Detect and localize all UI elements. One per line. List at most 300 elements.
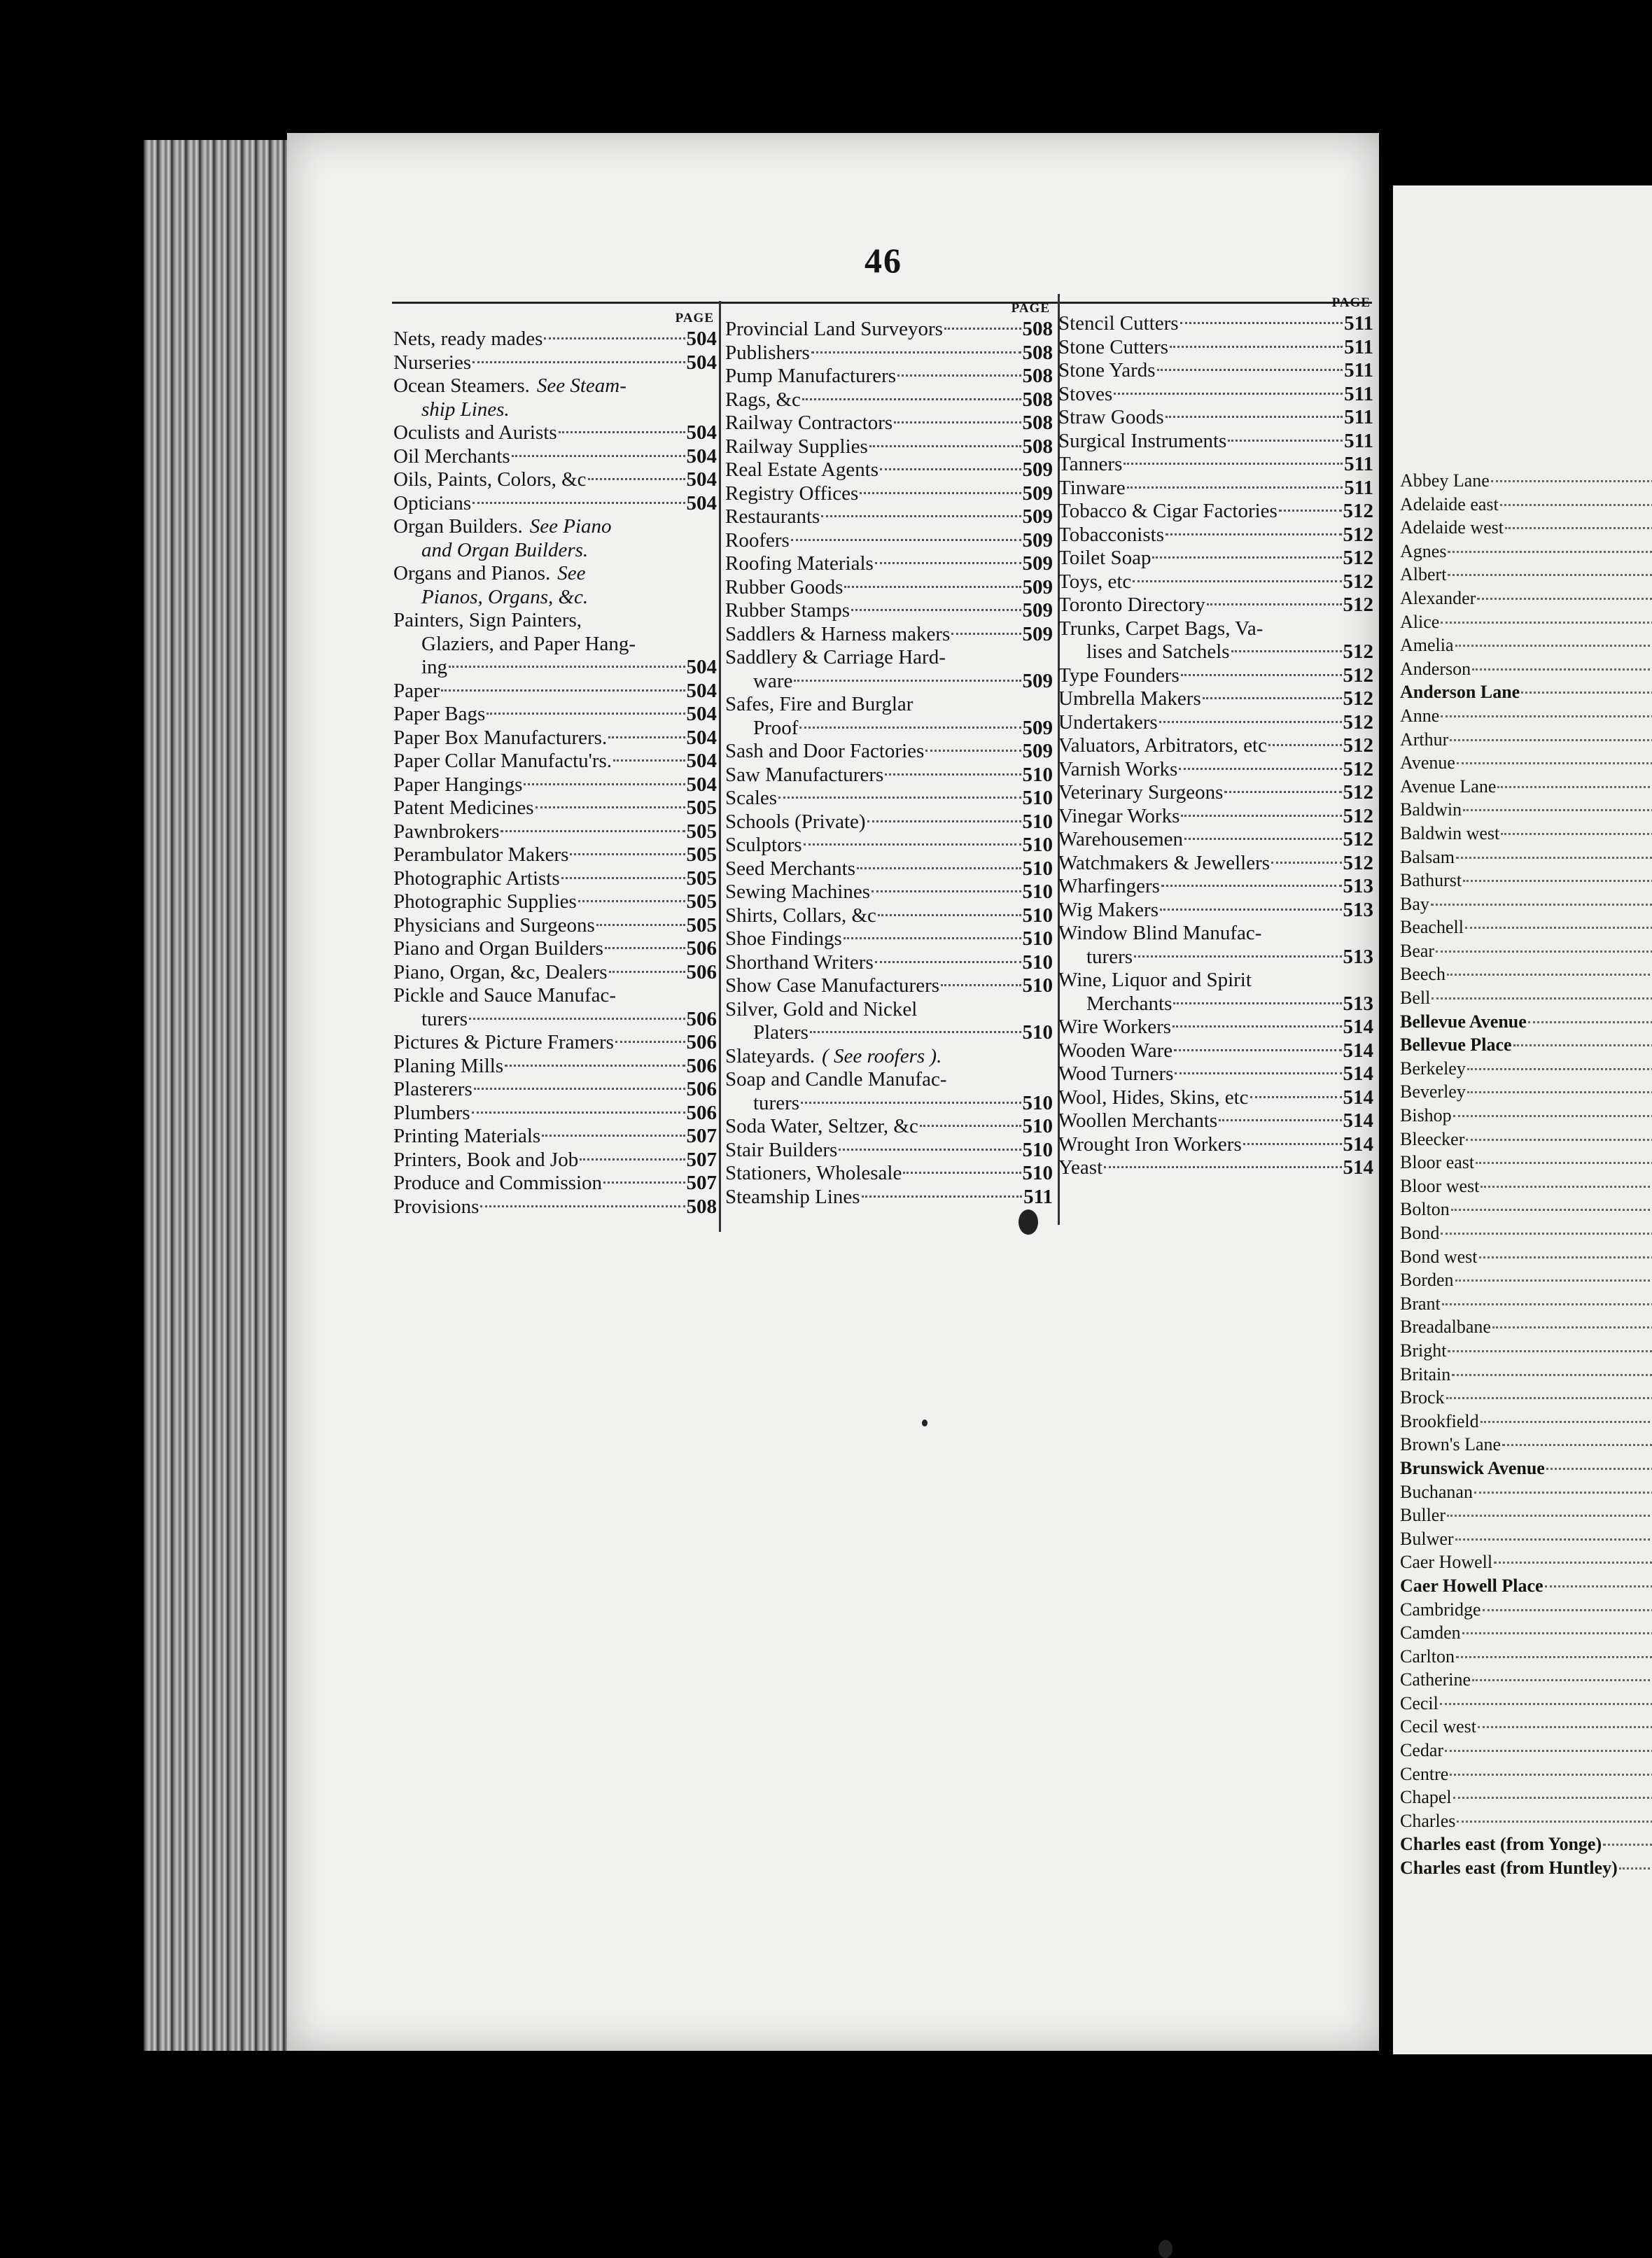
dot-leader [1440,1703,1652,1705]
dot-leader [512,455,685,457]
entry-page-number: 504 [687,703,718,727]
index-entry [393,468,717,492]
street-name: Caer Howell Place [1400,1574,1544,1598]
index-entry [393,586,717,610]
index-entry [393,398,717,422]
dot-leader [872,890,1021,892]
ink-blot [922,1419,927,1426]
entry-note: ( See roofers ). [822,1045,941,1069]
street-name: Bear [1400,939,1434,963]
street-name: Catherine [1400,1668,1471,1692]
entry-note: See Piano [530,515,612,539]
dot-leader [1619,1867,1652,1870]
street-entry [1400,892,1652,916]
street-name: Britain [1400,1363,1450,1387]
index-entry [393,1055,717,1079]
dot-leader [1456,857,1652,859]
dot-leader [1181,815,1341,817]
entry-label: Photographic Artists [393,867,560,891]
street-name: Avenue Lane [1400,775,1496,799]
dot-leader [894,421,1021,423]
entry-label: Woollen Merchants [1058,1109,1217,1133]
dot-leader [1441,1233,1652,1235]
index-entry [393,445,717,469]
entry-label: Organ Builders. [393,515,523,539]
entry-label: Restaurants [725,505,820,529]
entry-label: Registry Offices [725,482,858,506]
entry-label: Undertakers [1058,711,1158,735]
entry-label: Perambulator Makers [393,843,568,867]
index-entry [725,927,1053,951]
entry-label: Slateyards. [725,1045,815,1069]
entry-page-number: 510 [1023,1092,1054,1116]
entry-page-number: 511 [1344,359,1373,383]
street-entry [1400,1574,1652,1598]
entry-page-number: 514 [1343,1016,1374,1039]
entry-label: Paper Hangings [393,773,522,797]
entry-page-number: 505 [687,820,718,844]
index-entry [1058,828,1373,852]
entry-page-number: 510 [1023,904,1054,928]
entry-label: Organs and Pianos. [393,562,550,586]
dot-leader [1479,1256,1652,1258]
street-entry [1400,1762,1652,1786]
dot-leader [1160,909,1342,911]
entry-label: Real Estate Agents [725,458,878,482]
dot-leader [1170,346,1343,348]
entry-page-number: 512 [1343,805,1374,829]
index-entry [393,843,717,867]
facing-page [1393,185,1652,2054]
entry-page-number: 505 [687,867,718,891]
street-name: Centre [1400,1762,1448,1786]
street-entry [1400,1598,1652,1622]
index-entry [725,505,1053,529]
street-name: Beech [1400,962,1446,986]
dot-leader [794,680,1021,682]
dot-leader [925,750,1021,752]
dot-leader [1228,440,1343,442]
dot-leader [1455,1538,1652,1541]
page-column-heading: PAGE [393,309,717,328]
street-name: Bay [1400,892,1429,916]
index-entry [1058,1156,1373,1180]
index-entry [1058,1063,1373,1086]
entry-label: Wharfingers [1058,875,1160,899]
dot-leader [1491,480,1652,482]
index-entry [725,576,1053,600]
entry-page-number: 508 [1023,365,1054,388]
dot-leader [449,666,685,668]
dot-leader [505,1065,685,1067]
entry-page-number: 508 [687,1195,718,1219]
index-entry [393,914,717,938]
street-entry [1400,704,1652,728]
entry-page-number: 507 [687,1149,718,1172]
book-page-stack [144,140,290,2051]
dot-leader [1474,1492,1652,1494]
dot-leader [903,1172,1021,1174]
entry-label: Window Blind Manufac- [1058,922,1261,946]
entry-note: Pianos, Organs, &c. [421,586,588,610]
index-entry [1058,1039,1373,1063]
entry-label: Tobacconists [1058,524,1164,547]
index-entry [393,1149,717,1172]
entry-page-number: 507 [687,1125,718,1149]
index-entry [725,1092,1053,1116]
street-name: Adelaide east [1400,493,1499,517]
entry-page-number: 505 [687,797,718,820]
entry-page-number: 514 [1343,1133,1374,1157]
entry-label: Wooden Ware [1058,1039,1172,1063]
entry-label: Shorthand Writers [725,951,874,975]
entry-label: Paper Bags [393,703,485,727]
index-entry [1058,594,1373,617]
index-entry [725,412,1053,435]
street-name: Brunswick Avenue [1400,1457,1545,1480]
dot-leader [1181,674,1342,676]
dot-leader [1207,603,1342,605]
street-list [1400,469,1652,1880]
dot-leader [1492,1326,1652,1328]
dot-leader [1114,393,1343,395]
entry-label: Varnish Works [1058,758,1177,782]
dot-leader [1463,880,1652,882]
index-entry [725,1162,1053,1186]
dot-leader [1448,1350,1652,1352]
entry-label: Provincial Land Surveyors [725,318,943,342]
index-entry [393,633,717,657]
street-name: Albert [1400,563,1446,587]
entry-page-number: 509 [1023,740,1054,764]
entry-page-number: 510 [1023,1162,1054,1186]
index-entry [1058,899,1373,923]
street-entry [1400,1433,1652,1457]
entry-page-number: 511 [1344,336,1373,360]
street-entry [1400,1410,1652,1433]
entry-label: Trunks, Carpet Bags, Va- [1058,617,1263,641]
dot-leader [544,337,685,339]
entry-page-number: 504 [687,750,718,773]
street-name: Avenue [1400,751,1455,775]
entry-page-number: 509 [1023,599,1054,623]
entry-label: Sculptors [725,834,802,857]
street-entry [1400,1174,1652,1198]
street-name: Brock [1400,1386,1445,1410]
dot-leader [1133,580,1341,582]
street-entry [1400,516,1652,540]
dot-leader [1179,768,1341,770]
dot-leader [500,830,685,832]
entry-page-number: 504 [687,727,718,750]
entry-label: Photographic Supplies [393,890,577,914]
street-entry [1400,1692,1652,1716]
entry-page-number: 508 [1023,412,1054,435]
entry-label: Tobacco & Cigar Factories [1058,500,1278,524]
entry-note: and Organ Builders. [421,539,588,563]
entry-page-number: 510 [1023,787,1054,811]
entry-page-number: 513 [1343,899,1374,923]
index-entry [393,680,717,703]
entry-label: Umbrella Makers [1058,687,1201,711]
entry-note: ship Lines. [421,398,510,422]
dot-leader [1501,833,1652,835]
dot-leader [1175,1072,1341,1074]
dot-leader [1455,645,1652,647]
street-name: Camden [1400,1621,1461,1645]
index-entry [725,834,1053,857]
street-name: Bell [1400,986,1430,1010]
entry-label: Silver, Gold and Nickel [725,998,917,1022]
index-entry [393,515,717,539]
entry-page-number: 506 [687,1031,718,1055]
entry-page-number: 509 [1023,482,1054,506]
ink-blot [1158,2240,1172,2258]
entry-page-number: 514 [1343,1039,1374,1063]
dot-leader [1127,486,1343,489]
dot-leader [1250,1096,1342,1098]
dot-leader [1448,574,1652,576]
dot-leader [1447,1515,1652,1517]
dot-leader [821,515,1021,517]
entry-page-number: 512 [1343,500,1374,524]
index-entry [393,421,717,445]
entry-page-number: 506 [687,1078,718,1102]
entry-page-number: 505 [687,890,718,914]
index-entry [725,881,1053,904]
entry-page-number: 509 [1023,505,1054,529]
entry-label: Saddlery & Carriage Hard- [725,646,946,670]
entry-page-number: 510 [1023,974,1054,998]
index-column-1 [393,309,717,1219]
dot-leader [1451,1209,1652,1211]
index-entry [1058,570,1373,594]
entry-label: Veterinary Surgeons [1058,781,1223,805]
dot-leader [1545,1585,1652,1587]
dot-leader [1173,1002,1341,1004]
index-entry [393,867,717,891]
entry-label: Shirts, Collars, &c [725,904,876,928]
dot-leader [1124,463,1343,465]
index-entry [725,529,1053,553]
street-entry [1400,869,1652,892]
index-entry [725,670,1053,694]
index-entry [393,890,717,914]
entry-page-number: 512 [1343,852,1374,876]
entry-label: Patent Medicines [393,797,534,820]
entry-page-number: 509 [1023,670,1054,694]
entry-label: Pump Manufacturers [725,365,896,388]
index-entry [725,342,1053,365]
index-entry [1058,781,1373,805]
entry-label: Oculists and Aurists [393,421,557,445]
dot-leader [1467,1068,1652,1070]
entry-label: Pickle and Sauce Manufac- [393,984,616,1008]
entry-label: Opticians [393,492,471,516]
dot-leader [1450,739,1652,741]
entry-label: Oil Merchants [393,445,510,469]
dot-leader [1448,551,1652,553]
entry-page-number: 505 [687,914,718,938]
entry-label: Stoves [1058,383,1112,407]
entry-label: Railway Supplies [725,435,868,459]
entry-page-number: 508 [1023,435,1054,459]
street-entry [1400,540,1652,563]
index-entry [1058,477,1373,500]
street-name: Borden [1400,1268,1454,1292]
street-entry [1400,1010,1652,1034]
index-entry [725,365,1053,388]
index-entry [725,787,1053,811]
entry-label: Proof [753,717,798,741]
index-entry [393,1102,717,1126]
street-name: Baldwin [1400,798,1462,822]
dot-leader [474,1088,685,1090]
index-entry [725,318,1053,342]
dot-leader [839,1149,1021,1151]
entry-label: Sash and Door Factories [725,740,924,764]
entry-page-number: 514 [1343,1063,1374,1086]
entry-label: Glaziers, and Paper Hang- [421,633,636,657]
entry-page-number: 508 [1023,318,1054,342]
entry-page-number: 510 [1023,764,1054,787]
dot-leader [1161,885,1342,887]
street-name: Anderson [1400,657,1471,681]
ink-blot [1018,1209,1038,1235]
entry-label: Show Case Manufacturers [725,974,939,998]
entry-page-number: 511 [1344,312,1373,336]
entry-label: Publishers [725,342,810,365]
street-entry [1400,493,1652,517]
street-entry [1400,469,1652,493]
index-entry [725,435,1053,459]
dot-leader [1494,1562,1652,1564]
entry-page-number: 514 [1343,1086,1374,1110]
dot-leader [878,914,1021,916]
street-entry [1400,1386,1652,1410]
index-entry [393,328,717,351]
dot-leader [1483,1609,1652,1611]
index-entry [1058,430,1373,454]
dot-leader [944,328,1021,330]
street-name: Abbey Lane [1400,469,1490,493]
column-divider [719,301,721,1232]
entry-page-number: 504 [687,328,718,351]
index-entry [393,937,717,961]
dot-leader [1436,951,1652,953]
entry-label: Rubber Goods [725,576,843,600]
street-entry [1400,1645,1652,1669]
index-entry [1058,359,1373,383]
street-name: Beachell [1400,916,1464,939]
index-entry [393,492,717,516]
street-name: Carlton [1400,1645,1455,1669]
index-column-3 [1058,294,1373,1180]
dot-leader [1450,1774,1652,1776]
entry-label: Schools (Private) [725,811,866,834]
entry-page-number: 504 [687,351,718,375]
entry-label: Plasterers [393,1078,472,1102]
entry-page-number: 511 [1344,406,1373,430]
entry-page-number: 512 [1343,828,1374,852]
dot-leader [920,1125,1021,1127]
entry-label: Platers [753,1021,808,1045]
entry-page-number: 506 [687,1008,718,1032]
entry-label: Stone Yards [1058,359,1156,383]
dot-leader [472,1112,685,1114]
entry-label: Vinegar Works [1058,805,1180,829]
dot-leader [480,1205,685,1207]
entry-label: Sewing Machines [725,881,870,904]
entry-label: Toys, etc [1058,570,1131,594]
index-entry [725,1115,1053,1139]
index-entry [1058,993,1373,1016]
entry-label: Wine, Liquor and Spirit [1058,969,1252,993]
index-entry [1058,383,1373,407]
entry-label: Roofers [725,529,790,553]
entry-page-number: 505 [687,843,718,867]
index-entry [725,458,1053,482]
dot-leader [441,689,685,692]
street-name: Breadalbane [1400,1315,1491,1339]
index-entry [725,1139,1053,1163]
entry-label: Oils, Paints, Colors, &c [393,468,587,492]
entry-label: Stone Cutters [1058,336,1168,360]
entry-label: Shoe Findings [725,927,842,951]
dot-leader [1431,904,1652,906]
index-entry [1058,711,1373,735]
index-entry [725,764,1053,787]
index-entry [1058,687,1373,711]
dot-leader [1442,1303,1652,1305]
dot-leader [1457,1821,1652,1823]
street-entry [1400,728,1652,752]
dot-leader [542,1135,685,1137]
entry-label: Paper [393,680,440,703]
street-name: Anderson Lane [1400,680,1520,704]
street-name: Bathurst [1400,869,1462,892]
dot-leader [1452,1374,1652,1376]
street-name: Bloor west [1400,1174,1479,1198]
dot-leader [603,1181,685,1184]
dot-leader [588,478,685,480]
index-entry [393,351,717,375]
page-number: 46 [864,240,902,281]
street-entry [1400,1856,1652,1880]
index-entry [1058,852,1373,876]
dot-leader [486,713,685,715]
index-entry [1058,875,1373,899]
street-entry [1400,1480,1652,1504]
dot-leader [1432,997,1652,1000]
dot-leader [862,1195,1023,1198]
dot-leader [1465,927,1652,929]
index-entry [393,703,717,727]
street-entry [1400,587,1652,610]
index-entry [1058,336,1373,360]
entry-label: Plumbers [393,1102,470,1126]
entry-page-number: 504 [687,680,718,703]
dot-leader [951,633,1021,635]
entry-label: Printers, Book and Job [393,1149,578,1172]
street-entry [1400,657,1652,681]
index-entry [725,857,1053,881]
index-entry [725,1021,1053,1045]
entry-page-number: 504 [687,421,718,445]
street-entry [1400,1292,1652,1316]
street-name: Charles east (from Huntley) [1400,1856,1618,1880]
street-name: Cecil west [1400,1715,1476,1739]
